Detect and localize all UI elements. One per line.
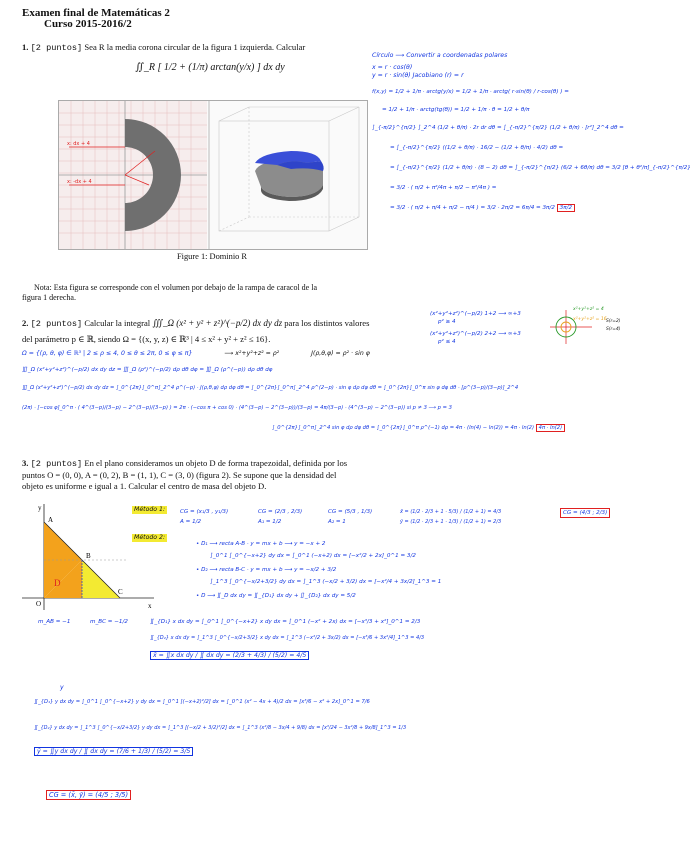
q3-points: [2 puntos] — [30, 459, 83, 469]
q2-legend-1: x²+y²+z² = 4 — [573, 307, 604, 312]
figure-2-graphic — [18, 500, 158, 618]
fig1-label-mid: x: -dx + 4 — [67, 179, 92, 185]
q3-method1-answer: CG = (4/3 ; 2/3) — [560, 508, 610, 518]
point-o-label: O — [36, 600, 42, 608]
point-a-label: A — [48, 516, 54, 524]
q3-ycg-row — [34, 748, 644, 756]
q2-hw-line — [22, 424, 642, 432]
q3-xcg-row — [150, 652, 640, 660]
q2-text-a: Calcular la integral — [84, 318, 151, 328]
q1-hw-line: = 1/2 + 1/π · arctg(tg(θ)) = 1/2 + 1/π · θ = 1/2 + θ/π — [382, 107, 530, 113]
q2-side-note: (x²+y²+z²)^(−p/2) 1+2 ⟶ ∞+3 — [430, 311, 521, 317]
q1-text: Sea R la media corona circular de la figura 1 izquierda. Calcular — [84, 42, 306, 52]
q1-hw-line: = ∫_{-π/2}^{π/2} (1/2 + θ/π) · (8 − 2) dθ = ∫_{-π/2}^{π/2} (6/2 + 6θ/π) dθ = 3/2 [θ + θ²/π]_{-π/2}^{π/2} — [390, 165, 691, 171]
q1-points: [2 puntos] — [30, 43, 83, 53]
fig1-label-top: x: dx + 4 — [67, 141, 90, 147]
q1-hw-line: f(x,y) = 1/2 + 1/π · arctg(y/x) = 1/2 + 1/π · arctg( r·sin(θ) / r·cos(θ) ) = — [372, 89, 569, 95]
q3-hw-line: ∫_1^3 ∫_0^{−x/2+3/2} dy dx = ∫_1^3 (−x/2 + 3/2) dx = [−x²/4 + 3x/2]_1^3 = 1 — [210, 579, 442, 585]
q2-hw-line — [22, 350, 642, 358]
x-axis-label: x — [148, 602, 152, 610]
q2-hw-case-p3: ∫_0^{2π}∫_0^π∫_2^4 sin φ dρ dφ dθ = ∫_0^{2π}∫_0^π ρ^(−1) dρ = 4π · (ln(4) − ln(2)) = 4π · ln(2) — [272, 425, 534, 431]
q2-hw-domain: Ω = {(ρ, θ, φ) ∈ ℝ³ | 2 ≤ ρ ≤ 4, 0 ≤ θ ≤ 2π, 0 ≤ φ ≤ π} — [22, 350, 193, 357]
q2-side-notes — [430, 310, 550, 346]
q3-hw-line: • D₂ ⟶ recta B-C · y = mx + b ⟶ y = −x/2 + 3/2 — [196, 567, 337, 573]
q3-method1-label: Método 1: — [134, 506, 166, 513]
q2-hw-line: (2π) · [−cos φ]_0^π · ( 4^(3−p)/(3−p) − 2^(3−p)/(3−p) ) = 2π · (−cos π + cos 0) · (4^(3−p) − 2^(3−p))/(3−p) = 4π/(3−p) · (4^(3−p) − 2^(3−p)) si p ≠ 3 ⟶ p = 3 — [22, 405, 452, 411]
q3-text2: puntos O = (0, 0), A = (0, 2), B = (1, 1), C = (3, 0) (figura 2). Se supone que la densidad del — [22, 470, 337, 480]
q3-text1: En el plano consideramos un objeto D de forma trapezoidal, definida por los — [84, 458, 348, 468]
q2-side-note: p² ≤ 4 — [438, 339, 456, 345]
y-axis-label: y — [38, 504, 42, 512]
q3-method2-steps — [196, 540, 636, 600]
q1-note — [22, 283, 382, 303]
q2-legend-2: x²+y²+z² = 16 — [573, 317, 607, 322]
q2-number: 2. — [22, 318, 29, 328]
q1-hw-line: y = r · sin(θ) Jacobiano (r) = r — [372, 72, 464, 79]
exam-header — [22, 8, 170, 30]
q1-handwritten-solution — [372, 52, 691, 212]
q1-note-line1: Nota: Esta figura se corresponde con el volumen por debajo de la rampa de caracol de la — [34, 283, 317, 292]
q2-text-b: para los distintos valores — [284, 318, 370, 328]
q2-statement — [22, 318, 482, 330]
q2-answer-box: 4π · ln(2) — [536, 424, 565, 432]
q3-hw-line: ∫_0^1 ∫_0^{−x+2} dy dx = ∫_0^1 (−x+2) dx = [−x²/2 + 2x]_0^1 = 3/2 — [210, 553, 416, 559]
q2-hw-jacobian: J(ρ,θ,φ) = ρ² · sin φ — [311, 350, 370, 357]
q3-method2-label: Método 2: — [134, 534, 166, 541]
q3-method1-formula: CG = (x₁/3 , y₁/3) — [180, 509, 229, 515]
q1-note-line2: figura 1 derecha. — [22, 293, 76, 302]
q2-hw-line: ∭_Ω (x²+y²+z²)^(−p/2) dx dy dz = ∫_0^{2π}∫_0^π∫_2^4 ρ^(−p) · J(ρ,θ,φ) dρ dφ dθ = ∫_0^{2π}∫_0^π∫_2^4 ρ^(2−p) · sin φ dρ dφ dθ = ∫_0^{2π}∫_0^π sin φ dφ dθ · [ρ^(3−p)/(3−p)]_2^4 — [22, 385, 519, 391]
q1-integral: ∬_R [ 1/2 + (1/π) arctan(y/x) ] dx dy — [135, 62, 285, 73]
q3-d2-cg: CG = (5/3 , 1/3) — [328, 509, 373, 515]
q3-x-integrals — [150, 618, 640, 660]
q3-d1-area: A₁ = 1/2 — [258, 519, 282, 525]
q3-d2-area: A₂ = 1 — [328, 519, 346, 525]
q2-side-note: (x²+y²+z²)^(−p/2) 2+2 ⟶ ∞+3 — [430, 331, 521, 337]
q2-hw-sub: ⟶ x²+y²+z² = ρ² — [224, 350, 280, 357]
q3-d1-cg: CG = (2/3 , 2/3) — [258, 509, 303, 515]
q2-side-note: p² ≥ 4 — [438, 319, 456, 325]
q1-hw-line — [372, 204, 642, 212]
q3-number: 3. — [22, 458, 29, 468]
spiral-ramp-solid — [255, 151, 324, 201]
q3-slope-bc: m_BC = −1/2 — [90, 619, 128, 625]
q3-hw-line: • D₁ ⟶ recta A-B · y = mx + b ⟶ y = −x + 2 — [196, 541, 326, 547]
q2-legend-3: S(r=2) S(r=4) — [606, 319, 621, 332]
q2-domain: del parámetro p ∈ ℝ, siendo Ω = {(x, y, z) ∈ ℝ³ | 4 ≤ x² + y² + z² ≤ 16}. — [22, 334, 271, 344]
q3-method1-area: A = 1/2 — [180, 519, 202, 525]
q2-integral: ∭_Ω (x² + y² + z²)^(−p/2) dx dy dz — [152, 318, 283, 328]
q3-final-answer: CG = (x̄, ȳ) = (4/5 ; 3/5) — [46, 790, 131, 800]
point-b-label: B — [86, 552, 91, 560]
q1-answer-box: 3π/2 — [557, 204, 575, 212]
q1-hw-line: = ∫_{-π/2}^{π/2} ((1/2 + θ/π) · 16/2 − (1/2 + θ/π) · 4/2) dθ = — [390, 145, 564, 151]
q3-y-label: y — [60, 684, 64, 691]
figure-1 — [58, 100, 368, 250]
q1-hw-line: = 3/2 · ( π/2 + π²/4π + π/2 − π²/4π ) = — [390, 185, 497, 191]
q3-ybar-method1: ȳ = (1/2 · 2/3 + 1 · 1/3) / (1/2 + 1) = 2/3 — [400, 519, 502, 525]
q2-points: [2 puntos] — [30, 319, 83, 329]
q3-xbar-method1: x̄ = (1/2 · 2/3 + 1 · 5/3) / (1/2 + 1) = 4/3 — [400, 509, 502, 515]
q3-xcg-box: x̄ = ∬x dx dy / ∬ dx dy = (2/3 + 4/3) / (5/2) = 4/5 — [150, 651, 309, 660]
q1-statement — [22, 42, 362, 54]
q3-y-integrals — [34, 698, 644, 756]
figure-1-graphic — [59, 101, 367, 249]
region-d-label: D — [54, 578, 61, 588]
figure-1-caption: Figure 1: Dominio R — [176, 252, 248, 261]
q3-hw-line: ∬_{D₁} x dx dy = ∫_0^1 ∫_0^{−x+2} x dy dx = ∫_0^1 (−x² + 2x) dx = [−x³/3 + x²]_0^1 = 2/3 — [150, 619, 421, 625]
q1-hw-line: x = r · cos(θ) — [372, 64, 413, 71]
q3-hw-line: ∬_{D₁} y dx dy = ∫_0^1 ∫_0^{−x+2} y dy dx = ∫_0^1 [(−x+2)²/2] dx = ∫_0^1 (x² − 4x + 4)/2 dx = [x³/6 − x² + 2x]_0^1 = 7/6 — [34, 699, 370, 705]
exam-course: Curso 2015-2016/2 — [44, 18, 132, 30]
q3-hw-line: ∬_{D₂} y dx dy = ∫_1^3 ∫_0^{−x/2+3/2} y dy dx = ∫_1^3 [(−x/2 + 3/2)²/2] dx = ∫_1^3 (x²/8 − 3x/4 + 9/8) dx = [x³/24 − 3x²/8 + 9x/8]_1^3 = 1/3 — [34, 725, 407, 731]
q1-hw-final-line: = 3/2 · ( π/2 + π/4 + π/2 − π/4 ) = 3/2 · 2π/2 = 6π/4 = 3π/2 — [390, 205, 555, 211]
q2-handwritten-solution — [22, 350, 642, 432]
exam-title: Examen final de Matemáticas 2 — [22, 7, 170, 19]
q3-hw-line: • D ⟶ ∬_D dx dy = ∬_{D₁} dx dy + ∬_{D₂} dx dy = 5/2 — [196, 593, 356, 599]
q1-hw-line: ∫_{-π/2}^{π/2} ∫_2^4 (1/2 + θ/π) · 2r dr dθ = ∫_{-π/2}^{π/2} (1/2 + θ/π) · [r²]_2^4 dθ = — [372, 125, 624, 131]
q3-text3: objeto es uniforme e igual a 1. Calcular el centro de masa del objeto D. — [22, 481, 267, 491]
q3-hw-line: ∬_{D₂} x dx dy = ∫_1^3 ∫_0^{−x/2+3/2} x dy dx = ∫_1^3 (−x²/2 + 3x/2) dx = [−x³/6 + 3x²/4]_1^3 = 4/3 — [150, 635, 425, 641]
q3-statement — [22, 458, 472, 492]
q1-hw-line: Círculo ⟶ Convertir a coordenadas polares — [372, 52, 508, 59]
q3-ycg-box: ȳ = ∬y dx dy / ∬ dx dy = (7/6 + 1/3) / (5/2) = 3/5 — [34, 747, 193, 756]
q3-slope-ab: m_AB = −1 — [38, 619, 71, 625]
point-c-label: C — [118, 588, 123, 596]
q2-hw-line: ∭_Ω (x²+y²+z²)^(−p/2) dx dy dz = ∭_Ω (ρ²)^(−p/2) dρ dθ dφ = ∭_Ω (ρ^(−p)) dρ dθ dφ — [22, 367, 273, 373]
q1-number: 1. — [22, 42, 29, 52]
figure-2 — [18, 500, 158, 618]
